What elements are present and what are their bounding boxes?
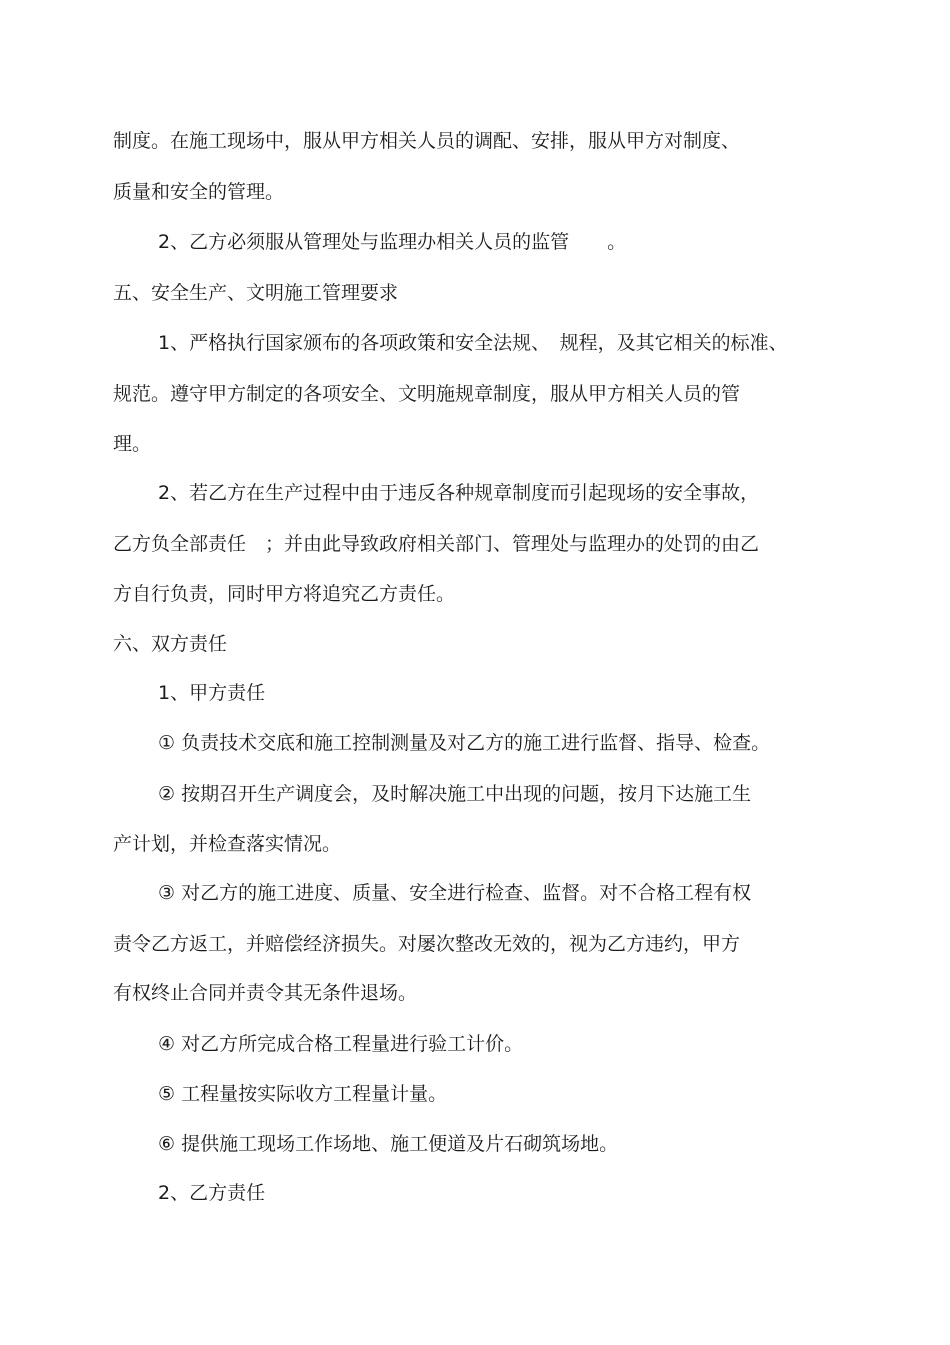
text-line: ① 负责技术交底和施工控制测量及对乙方的施工进行监督、指导、检查。 [158, 732, 771, 754]
text-line: 乙方负全部责任 ；并由此导致政府相关部门、管理处与监理办的处罚的由乙 [113, 533, 760, 555]
text-line: ③ 对乙方的施工进度、质量、安全进行检查、监督。对不合格工程有权 [158, 882, 752, 904]
text-line: 2、乙方必须服从管理处与监理办相关人员的监管 。 [158, 231, 627, 253]
text-line: 制度。在施工现场中，服从甲方相关人员的调配、安排，服从甲方对制度、 [113, 130, 741, 152]
subsection-heading: 2、乙方责任 [158, 1182, 266, 1204]
text-line: 理。 [113, 433, 152, 455]
text-line: 1、严格执行国家颁布的各项政策和安全法规、 规程，及其它相关的标准、 [158, 332, 788, 354]
section-heading: 五、安全生产、文明施工管理要求 [113, 282, 399, 304]
text-line: 2、若乙方在生产过程中由于违反各种规章制度而引起现场的安全事故， [158, 482, 760, 504]
text-line: 责令乙方返工，并赔偿经济损失。对屡次整改无效的，视为乙方违约，甲方 [113, 933, 741, 955]
section-heading: 六、双方责任 [113, 633, 228, 655]
text-line: ⑤ 工程量按实际收方工程量计量。 [158, 1083, 448, 1105]
text-line: ⑥ 提供施工现场工作场地、施工便道及片石砌筑场地。 [158, 1133, 619, 1155]
text-line: 方自行负责，同时甲方将追究乙方责任。 [113, 583, 456, 605]
text-line: ② 按期召开生产调度会，及时解决施工中出现的问题，按月下达施工生 [158, 783, 752, 805]
text-line: 有权终止合同并责令其无条件退场。 [113, 982, 418, 1004]
text-line: ④ 对乙方所完成合格工程量进行验工计价。 [158, 1033, 524, 1055]
text-line: 规范。遵守甲方制定的各项安全、文明施规章制度，服从甲方相关人员的管 [113, 383, 741, 405]
text-line: 产计划，并检查落实情况。 [113, 833, 342, 855]
subsection-heading: 1、甲方责任 [158, 682, 266, 704]
text-line: 质量和安全的管理。 [113, 181, 285, 203]
